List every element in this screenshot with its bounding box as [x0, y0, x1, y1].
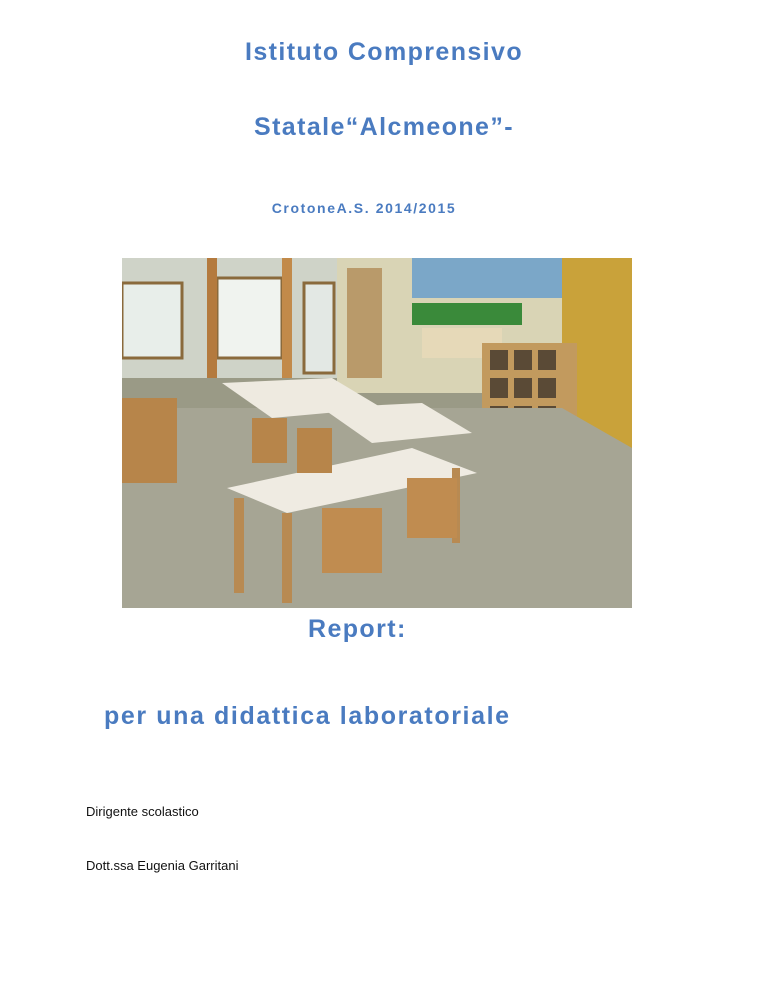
school-name-line1: Istituto Comprensivo	[244, 38, 523, 66]
school-location-year: CrotoneA.S. 2014/2015	[271, 200, 457, 216]
principal-name: Dott.ssa Eugenia Garritani	[86, 858, 239, 873]
report-subtitle: per una didattica laboratoriale	[104, 702, 511, 730]
principal-role: Dirigente scolastico	[86, 804, 199, 819]
report-heading: Report:	[308, 615, 407, 643]
school-name-line2: Statale“Alcmeone”-	[254, 113, 514, 141]
classroom-photo	[122, 258, 632, 608]
